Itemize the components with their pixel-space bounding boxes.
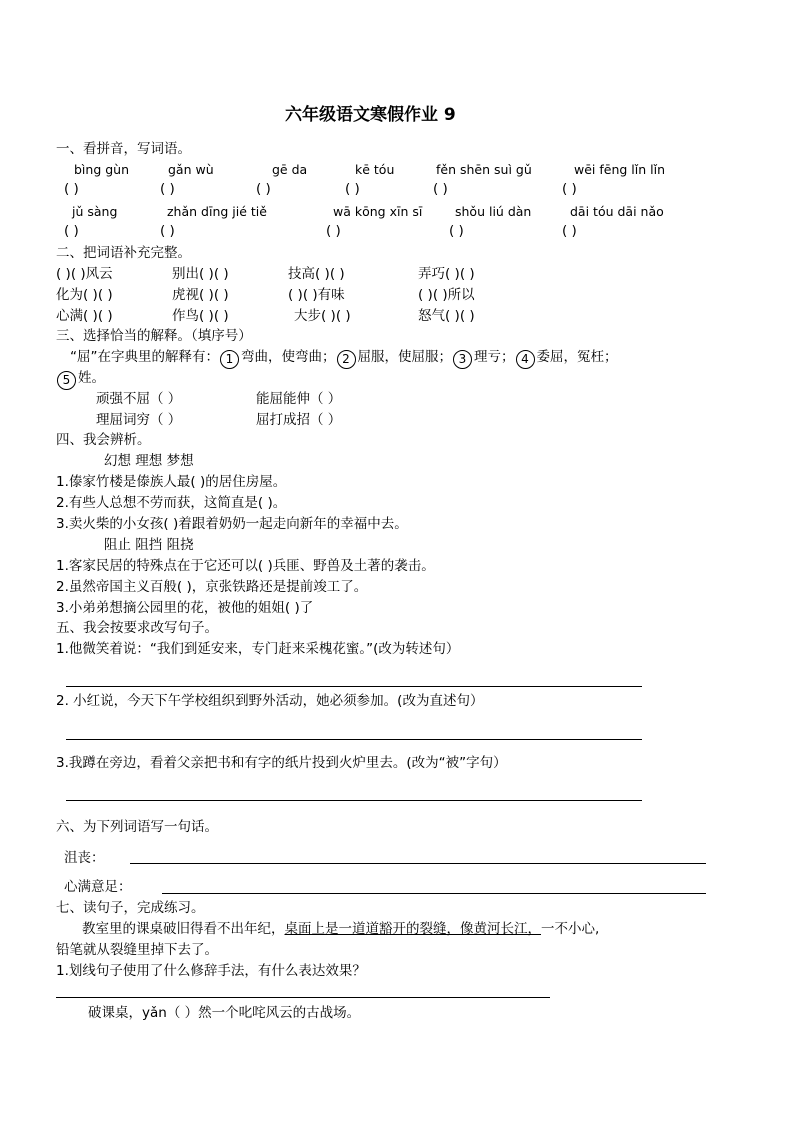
choice-item[interactable]: 屈打成招（ ）	[256, 412, 342, 428]
idiom-fill[interactable]: 技高( )( )	[288, 266, 345, 282]
fill-sentence[interactable]: 3.卖火柴的小女孩( )着跟着奶奶一起走向新年的幸福中去。	[56, 516, 408, 532]
section-4-heading: 四、我会辨析。	[56, 432, 151, 448]
definition-1: 弯曲，使弯曲；	[241, 349, 336, 365]
passage-text: 一不小心,	[541, 921, 600, 937]
pinyin: wā kōng xīn sī	[333, 204, 423, 219]
circled-number-5: 5	[57, 371, 76, 390]
circled-number-1: 1	[220, 350, 239, 369]
word-label: 沮丧：	[64, 850, 105, 866]
answer-line[interactable]	[130, 863, 706, 864]
definition-3: 理亏；	[474, 349, 515, 365]
circled-number-2: 2	[337, 350, 356, 369]
rewrite-question: 3.我蹲在旁边，看着父亲把书和有字的纸片投到火炉里去。(改为“被”字句）	[56, 755, 507, 771]
pinyin: jǔ sàng	[72, 204, 118, 219]
idiom-fill[interactable]: 心满( )( )	[56, 308, 113, 324]
fill-sentence[interactable]: 2.有些人总想不劳而获，这简直是( )。	[56, 495, 287, 511]
answer-line[interactable]	[66, 686, 642, 687]
pinyin: kē tóu	[355, 162, 395, 177]
circled-number-3: 3	[453, 350, 472, 369]
idiom-fill[interactable]: 化为( )( )	[56, 287, 113, 303]
answer-blank[interactable]: ( )	[326, 223, 341, 239]
reading-passage-line	[82, 921, 599, 937]
pinyin: shǒu liú dàn	[455, 204, 532, 219]
answer-line[interactable]	[162, 893, 706, 894]
answer-blank[interactable]: ( )	[562, 223, 577, 239]
definition-5: 姓。	[78, 370, 105, 386]
answer-blank[interactable]: ( )	[160, 223, 175, 239]
choice-item[interactable]: 理屈词穷（ ）	[96, 412, 182, 428]
idiom-fill[interactable]: 大步( )( )	[294, 308, 351, 324]
section-1-heading: 一、看拼音，写词语。	[56, 141, 191, 157]
definition-line-2	[56, 370, 105, 390]
definition-2: 屈服，使屈服；	[357, 349, 452, 365]
definition-intro: “屈”在字典里的解释有：	[70, 349, 219, 365]
definition-line	[70, 349, 618, 369]
word-label: 心满意足：	[64, 879, 132, 895]
pinyin: gē da	[272, 162, 308, 177]
rewrite-question: 2. 小红说，今天下午学校组织到野外活动，她必须参加。(改为直述句）	[56, 693, 484, 709]
answer-blank[interactable]: ( )	[449, 223, 464, 239]
idiom-fill[interactable]: ( )( )风云	[56, 266, 113, 282]
pinyin: wēi fēng lǐn lǐn	[574, 162, 665, 177]
answer-blank[interactable]: ( )	[562, 181, 577, 197]
section-6-heading: 六、为下列词语写一句话。	[56, 819, 218, 835]
passage-text: 教室里的课桌破旧得看不出年纪，	[82, 921, 285, 937]
answer-blank[interactable]: ( )	[64, 223, 79, 239]
choice-item[interactable]: 顽强不屈（ ）	[96, 391, 182, 407]
section-2-heading: 二、把词语补充完整。	[56, 245, 191, 261]
answer-blank[interactable]: ( )	[64, 181, 79, 197]
idiom-fill[interactable]: 怒气( )( )	[418, 308, 475, 324]
pinyin: fěn shēn suì gǔ	[436, 162, 532, 177]
rewrite-question: 1.他微笑着说：“我们到延安来，专门赶来采槐花蜜。”(改为转述句）	[56, 641, 460, 657]
answer-blank[interactable]: ( )	[160, 181, 175, 197]
idiom-fill[interactable]: 弄巧( )( )	[418, 266, 475, 282]
idiom-fill[interactable]: ( )( )所以	[418, 287, 475, 303]
word-choices: 幻想 理想 梦想	[104, 453, 194, 469]
underlined-sentence: 桌面上是一道道豁开的裂缝，像黄河长江，	[284, 921, 541, 937]
word-choices: 阻止 阻挡 阻挠	[104, 537, 194, 553]
pinyin: gǎn wù	[168, 162, 214, 177]
choice-item[interactable]: 能屈能伸（ ）	[256, 391, 342, 407]
definition-4: 委屈，冤枉；	[536, 349, 618, 365]
fill-sentence[interactable]: 2.虽然帝国主义百般( )，京张铁路还是提前竣工了。	[56, 579, 368, 595]
idiom-fill[interactable]: 作鸟( )( )	[172, 308, 229, 324]
answer-blank[interactable]: ( )	[345, 181, 360, 197]
answer-line[interactable]	[66, 739, 642, 740]
passage-text: 铅笔就从裂缝里掉下去了。	[56, 942, 218, 958]
section-3-heading: 三、选择恰当的解释。（填序号）	[56, 328, 252, 344]
section-7-heading: 七、读句子，完成练习。	[56, 900, 205, 916]
page-title: 六年级语文寒假作业 9	[285, 105, 456, 125]
section-5-heading: 五、我会按要求改写句子。	[56, 620, 218, 636]
fill-sentence[interactable]: 1.客家民居的特殊点在于它还可以( )兵匪、野兽及土著的袭击。	[56, 558, 435, 574]
answer-line[interactable]	[66, 800, 642, 801]
pinyin: dāi tóu dāi nǎo	[570, 204, 664, 219]
reading-question: 1.划线句子使用了什么修辞手法，有什么表达效果？	[56, 963, 366, 979]
fill-sentence[interactable]: 1.傣家竹楼是傣族人最( )的居住房屋。	[56, 474, 287, 490]
answer-blank[interactable]: ( )	[433, 181, 448, 197]
idiom-fill[interactable]: 别出( )( )	[172, 266, 229, 282]
answer-line[interactable]	[56, 997, 550, 998]
answer-blank[interactable]: ( )	[256, 181, 271, 197]
fill-sentence[interactable]: 破课桌，yǎn（ ）然一个叱咤风云的古战场。	[88, 1005, 361, 1021]
idiom-fill[interactable]: 虎视( )( )	[172, 287, 229, 303]
pinyin: bìng gùn	[74, 162, 130, 177]
pinyin: zhǎn dīng jié tiě	[167, 204, 267, 219]
fill-sentence[interactable]: 3.小弟弟想摘公园里的花，被他的姐姐( )了	[56, 600, 314, 616]
idiom-fill[interactable]: ( )( )有味	[288, 287, 345, 303]
circled-number-4: 4	[516, 350, 535, 369]
